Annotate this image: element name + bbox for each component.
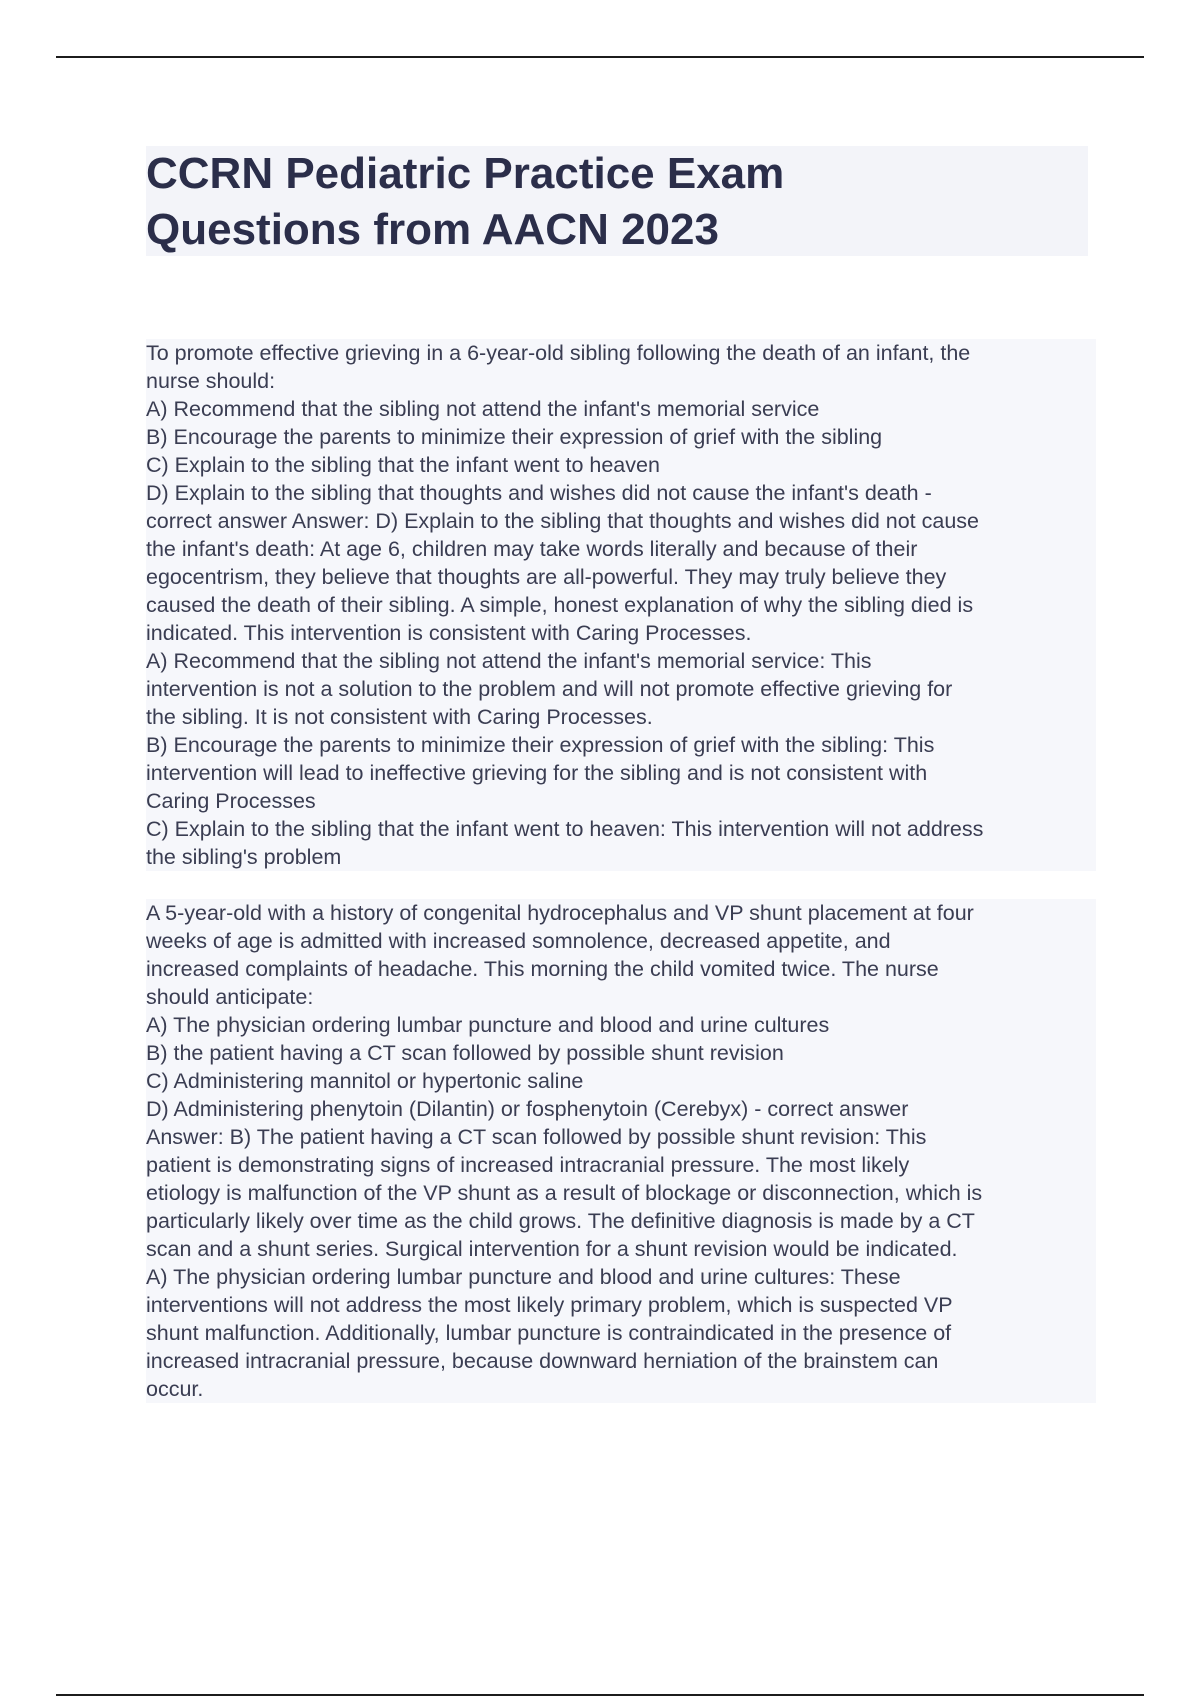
text-line: etiology is malfunction of the VP shunt as a result of blockage or disconnection, which is (146, 1179, 1096, 1207)
title-banner (146, 146, 1088, 256)
text-line: A) Recommend that the sibling not attend the infant's memorial service: This (146, 647, 1096, 675)
text-line: increased complaints of headache. This morning the child vomited twice. The nurse (146, 955, 1096, 983)
text-line: the sibling. It is not consistent with Caring Processes. (146, 703, 1096, 731)
text-line: caused the death of their sibling. A simple, honest explanation of why the sibling died is (146, 591, 1096, 619)
text-line: C) Administering mannitol or hypertonic saline (146, 1067, 1096, 1095)
text-line: D) Explain to the sibling that thoughts and wishes did not cause the infant's death - (146, 479, 1096, 507)
text-line: nurse should: (146, 367, 1096, 395)
text-line: scan and a shunt series. Surgical intervention for a shunt revision would be indicated. (146, 1235, 1096, 1263)
text-line: egocentrism, they believe that thoughts are all-powerful. They may truly believe they (146, 563, 1096, 591)
bottom-rule (56, 1694, 1144, 1696)
text-line: A) The physician ordering lumbar puncture and blood and urine cultures: These (146, 1263, 1096, 1291)
top-rule (56, 56, 1144, 58)
text-line: increased intracranial pressure, because downward herniation of the brainstem can (146, 1347, 1096, 1375)
text-line: particularly likely over time as the child grows. The definitive diagnosis is made by a CT (146, 1207, 1096, 1235)
text-line: occur. (146, 1375, 1096, 1403)
text-line: B) Encourage the parents to minimize their expression of grief with the sibling: This (146, 731, 1096, 759)
text-line: shunt malfunction. Additionally, lumbar puncture is contraindicated in the presence of (146, 1319, 1096, 1347)
text-line: C) Explain to the sibling that the infant went to heaven (146, 451, 1096, 479)
question-block-2 (146, 899, 1096, 1403)
title-line: Questions from AACN 2023 (146, 205, 719, 254)
text-line: Caring Processes (146, 787, 1096, 815)
text-line: D) Administering phenytoin (Dilantin) or fosphenytoin (Cerebyx) - correct answer (146, 1095, 1096, 1123)
text-line: weeks of age is admitted with increased somnolence, decreased appetite, and (146, 927, 1096, 955)
title-line: CCRN Pediatric Practice Exam (146, 149, 785, 198)
text-line: C) Explain to the sibling that the infant went to heaven: This intervention will not address (146, 815, 1096, 843)
page-title (146, 146, 1088, 258)
text-line: indicated. This intervention is consistent with Caring Processes. (146, 619, 1096, 647)
text-line: A) Recommend that the sibling not attend the infant's memorial service (146, 395, 1096, 423)
text-line: To promote effective grieving in a 6-year-old sibling following the death of an infant, the (146, 339, 1096, 367)
text-line: intervention will lead to ineffective grieving for the sibling and is not consistent with (146, 759, 1096, 787)
text-line: should anticipate: (146, 983, 1096, 1011)
text-line: B) Encourage the parents to minimize their expression of grief with the sibling (146, 423, 1096, 451)
question-block-1 (146, 339, 1096, 871)
text-line: the sibling's problem (146, 843, 1096, 871)
text-line: A 5-year-old with a history of congenital hydrocephalus and VP shunt placement at four (146, 899, 1096, 927)
text-line: intervention is not a solution to the problem and will not promote effective grieving for (146, 675, 1096, 703)
text-line: A) The physician ordering lumbar puncture and blood and urine cultures (146, 1011, 1096, 1039)
text-line: Answer: B) The patient having a CT scan followed by possible shunt revision: This (146, 1123, 1096, 1151)
document-body (146, 339, 1096, 1431)
text-line: interventions will not address the most likely primary problem, which is suspected VP (146, 1291, 1096, 1319)
text-line: B) the patient having a CT scan followed by possible shunt revision (146, 1039, 1096, 1067)
text-line: patient is demonstrating signs of increased intracranial pressure. The most likely (146, 1151, 1096, 1179)
text-line: correct answer Answer: D) Explain to the sibling that thoughts and wishes did not cause (146, 507, 1096, 535)
text-line: the infant's death: At age 6, children may take words literally and because of their (146, 535, 1096, 563)
